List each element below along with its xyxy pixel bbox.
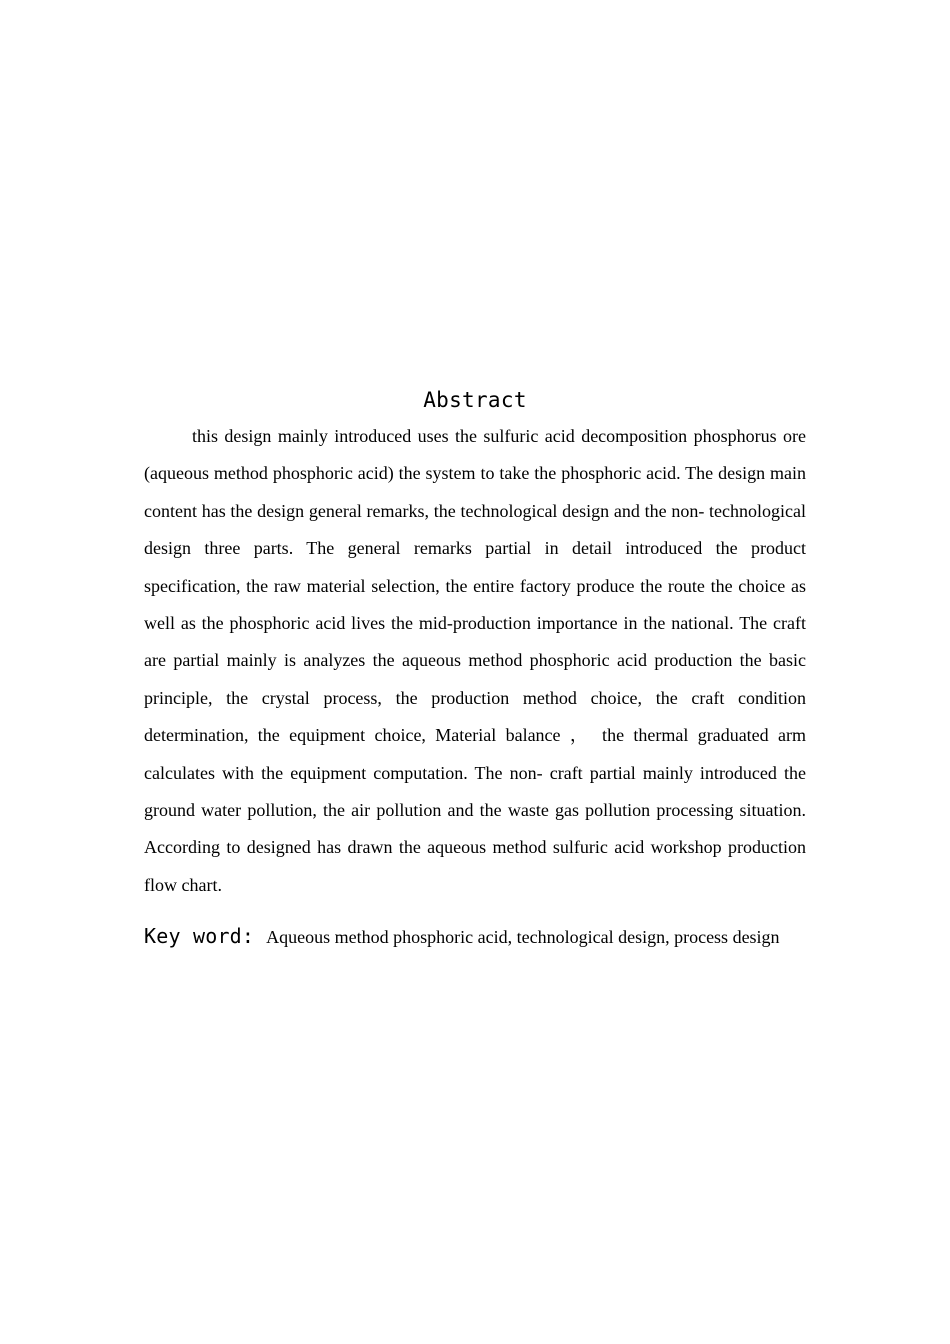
abstract-title: Abstract — [423, 388, 527, 412]
abstract-body: this design mainly introduced uses the sulfuric acid decomposition phosphorus ore (aqueous method phosphoric acid) the system to take the phosphoric acid. The design main content has the design general remarks, the technological design and the non- technological design three parts. The general remarks partial in detail introduced the product specification, the raw material selection, the entire factory produce the route the choice as well as the phosphoric acid lives the mid-production importance in the national. The craft are partial mainly is analyzes the aqueous method phosphoric acid production the basic principle, the crystal process, the production method choice, the craft condition determination, the equipment choice, Material balance ， the thermal graduated arm calculates with the equipment computation. The non- craft partial mainly introduced the ground water pollution, the air pollution and the waste gas pollution processing situation. According to designed has drawn the aqueous method sulfuric acid workshop production flow chart. — [144, 426, 806, 895]
keywords-paragraph — [144, 913, 806, 960]
keywords-label: Key word: — [144, 924, 255, 949]
keywords-text: Aqueous method phosphoric acid, technological design, process design — [266, 927, 780, 948]
abstract-section — [144, 386, 806, 960]
